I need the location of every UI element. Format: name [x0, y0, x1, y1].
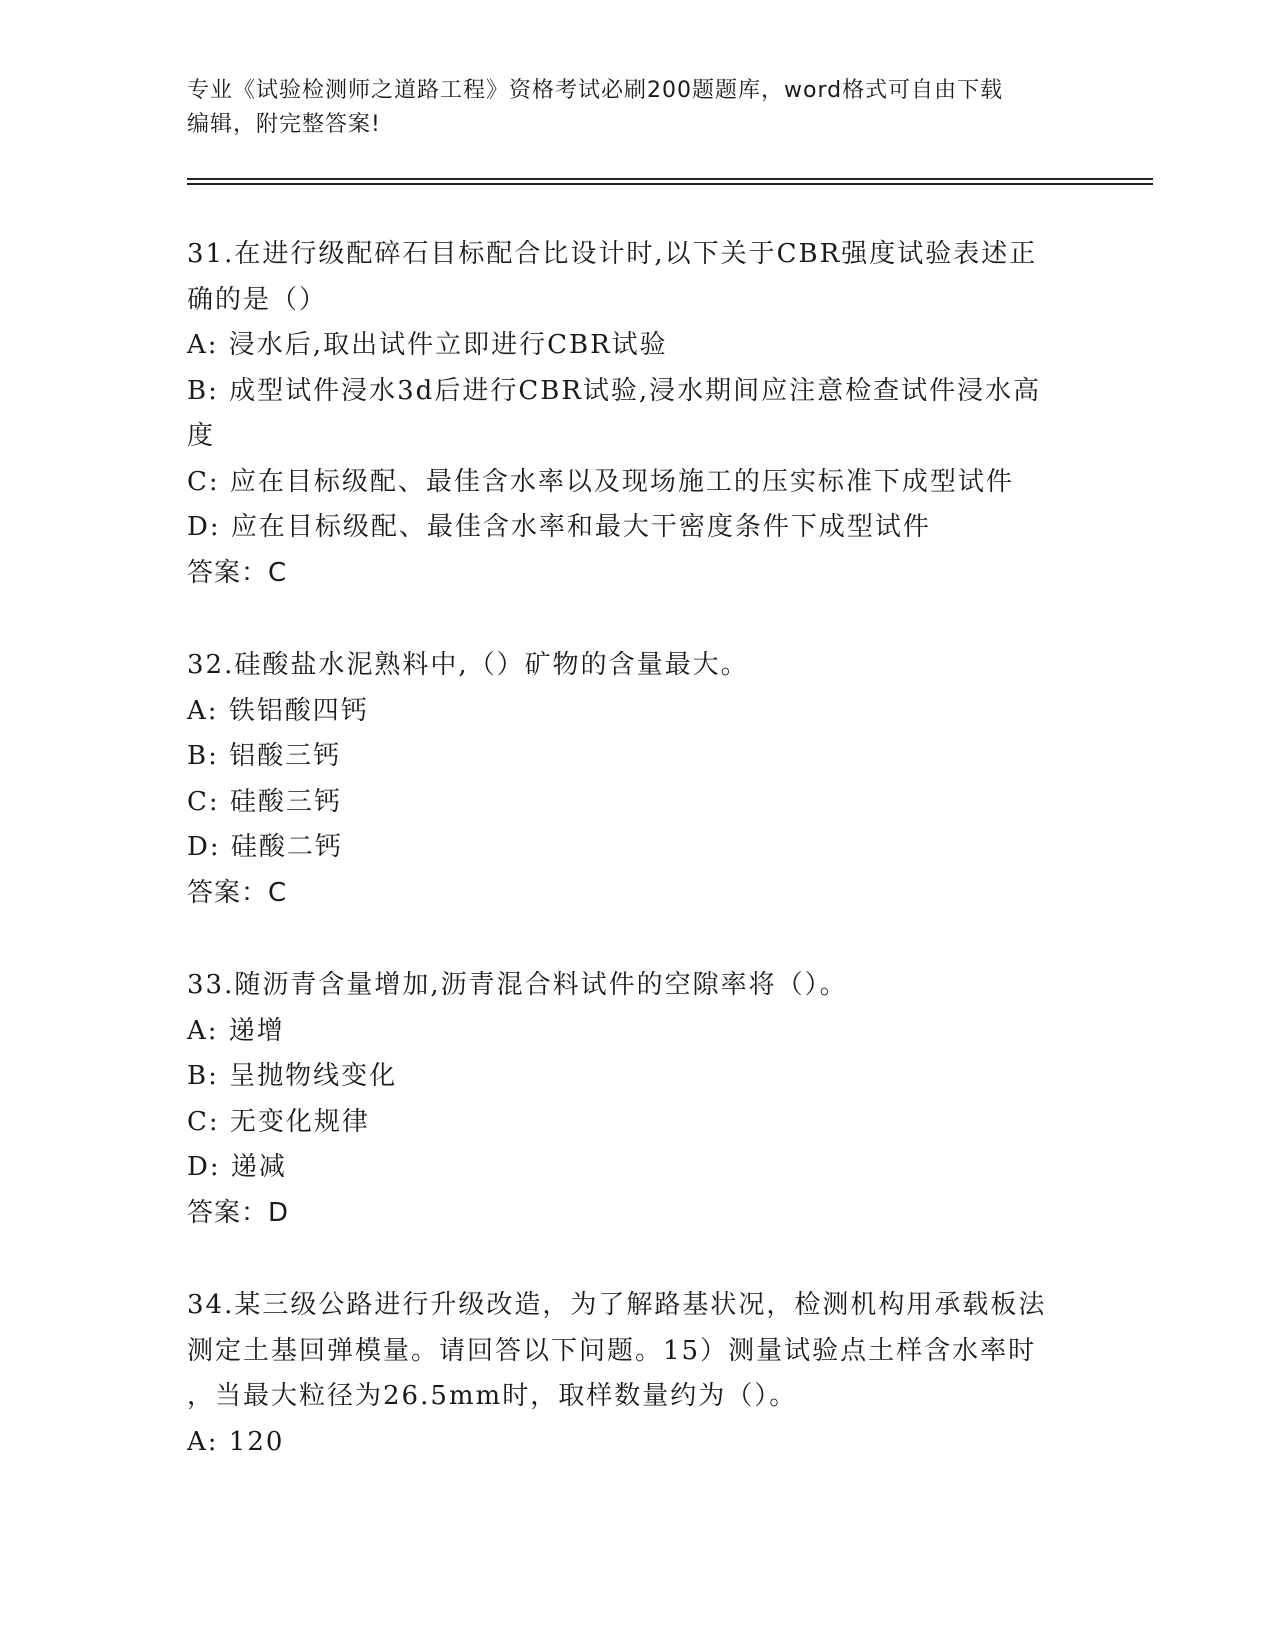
option-line: B: 铝酸三钙 [187, 741, 342, 771]
option-line: A: 120 [187, 1426, 285, 1457]
option-line: D: 硅酸二钙 [187, 832, 343, 862]
document-header [187, 74, 1087, 142]
option-line: C: 应在目标级配、最佳含水率以及现场施工的压实标准下成型试件 [187, 466, 1014, 497]
answer-line: 答案：D [187, 1197, 290, 1228]
question-stem-line: ，当最大粒径为26.5mm时，取样数量约为（）。 [187, 1381, 798, 1411]
question-gap [187, 1236, 1087, 1283]
option-line: B: 成型试件浸水3d后进行CBR试验,浸水期间应注意检查试件浸水高 [187, 375, 1042, 406]
question-gap [187, 596, 1087, 643]
question-block [187, 643, 1087, 916]
question-block [187, 232, 1087, 596]
option-line: D: 递减 [187, 1152, 287, 1182]
answer-line: 答案：C [187, 557, 288, 588]
question-block [187, 963, 1087, 1236]
header-divider-bottom [187, 183, 1153, 185]
question-list [187, 232, 1087, 1465]
option-line: 度 [187, 421, 216, 451]
option-line: A: 浸水后,取出试件立即进行CBR试验 [187, 330, 668, 360]
question-stem-line: 34.某三级公路进行升级改造，为了解路基状况，检测机构用承载板法 [187, 1290, 1047, 1320]
question-stem-line: 确的是（） [187, 284, 328, 315]
option-line: D: 应在目标级配、最佳含水率和最大干密度条件下成型试件 [187, 512, 931, 542]
answer-line: 答案：C [187, 877, 288, 908]
option-line: C: 无变化规律 [187, 1106, 370, 1137]
header-line-1: 专业《试验检测师之道路工程》资格考试必刷200题题库，word格式可自由下载 [187, 78, 1004, 103]
option-line: C: 硅酸三钙 [187, 786, 342, 817]
question-stem-line: 33.随沥青含量增加,沥青混合料试件的空隙率将（）。 [187, 970, 848, 1000]
question-stem-line: 31.在进行级配碎石目标配合比设计时,以下关于CBR强度试验表述正 [187, 239, 1038, 269]
option-line: B: 呈抛物线变化 [187, 1061, 398, 1091]
option-line: A: 递增 [187, 1015, 285, 1046]
header-line-2: 编辑，附完整答案! [187, 112, 381, 137]
question-stem-line: 32.硅酸盐水泥熟料中,（）矿物的含量最大。 [187, 650, 749, 680]
option-line: A: 铁铝酸四钙 [187, 695, 369, 726]
question-block [187, 1283, 1087, 1465]
header-divider-top [187, 178, 1153, 180]
question-gap [187, 916, 1087, 963]
question-stem-line: 测定土基回弹模量。请回答以下问题。15）测量试验点土样含水率时 [187, 1335, 1037, 1366]
